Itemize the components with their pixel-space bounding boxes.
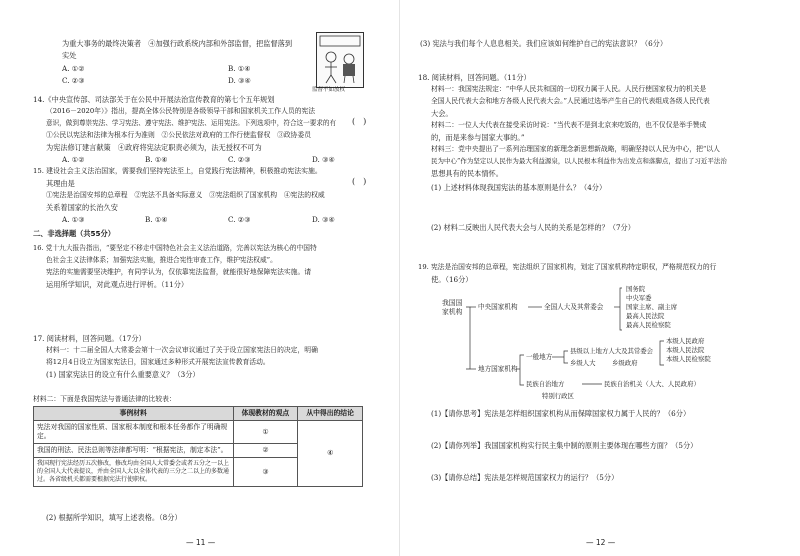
q19-sub3: (3)【请你总结】宪法是怎样规范国家权力的运行？（5分） <box>431 473 619 482</box>
diagram-county-item: 本级人民检察院 <box>666 355 711 363</box>
q14-opt-c: C. ②③ <box>228 155 251 164</box>
q13-opt-a: A. ①② <box>62 64 85 73</box>
q19-line2: 使。（16分） <box>431 275 473 284</box>
q18-material1-c: 大会。 <box>431 109 453 118</box>
q14-line1: 14.《中央宣传部、司法部关于在公民中开展法治宣传教育的第七个五年规划 <box>33 95 275 104</box>
table-cell-example: 我国的刑法、民法总则等法律都写明：“根据宪法，制定本法”。 <box>34 444 234 458</box>
q17-sub3: (3) 宪法与我们每个人息息相关。我们应该如何维护自己的宪法意识？（6分） <box>420 39 668 48</box>
q16-line4: 运用所学知识，对此观点进行评析。（11分） <box>46 280 189 289</box>
q15-opt-a: A. ①③ <box>62 215 85 224</box>
q17-material1-a: 材料一：十二届全国人大常委会第十一次会议审议通过了关于设立国家宪法日的决定，明确 <box>46 346 318 354</box>
q18-material3-a: 材料三：党中央提出了一系列治理国家的新理念新思想新战略，明确坚持以人民为中心，把“以人 <box>431 145 720 153</box>
table-cell-answer-blank[interactable]: ③ <box>233 458 298 487</box>
q14-answer-bracket[interactable]: ( ) <box>352 117 367 126</box>
q17-line1: 17. 阅读材料，回答问题。（17分） <box>33 334 146 343</box>
q16-line2: 色社会主义法律体系；加强宪法实施，推进合宪性审查工作，维护宪法权威”。 <box>46 256 277 264</box>
diagram-central-item: 国家主席、副主席 <box>626 303 678 311</box>
q13-opt-c: C. ②③ <box>62 76 85 85</box>
table-cell-answer-blank[interactable]: ① <box>233 421 298 444</box>
diagram-county-item: 本级人民政府 <box>666 337 705 345</box>
table-header-viewpoint: 体现教材的观点 <box>233 407 298 421</box>
q18-line1: 18. 阅读材料，回答问题。（11分） <box>418 73 531 82</box>
q19-sub2: (2)【请你列举】我国国家机构实行民主集中制的原则主要体现在哪些方面？（5分） <box>431 441 698 450</box>
page-number-right: — 12 — <box>586 538 616 547</box>
q17-sub1: (1) 国家宪法日的设立有什么重要意义？（3分） <box>46 370 200 379</box>
q17-material2: 材料二：下面是我国宪法与普通法律的比较表： <box>33 395 176 403</box>
q16-line3: 宪法的实施需要坚决维护，有同学认为，仅依靠宪法监督，就能很好地保障宪法实施。请 <box>46 268 312 276</box>
page-number-left: — 11 — <box>186 538 216 547</box>
table-cell-example: 我国现行宪法经历五次修改，修改均由全国人大常委会或者五分之一以上的全国人大代表提议，并由全国人大以全体代表的三分之二以上的多数通过。各省级机关都需要根据宪法行使职权。 <box>34 458 234 487</box>
q19-line1: 19. 宪法是治国安邦的总章程，宪法组织了国家机构，划定了国家机构特定职权，严格规范权力的行 <box>418 263 717 271</box>
q18-material2-a: 材料二：一位人大代表在接受采访时说：“当代表不是到北京来吃饭的，也不仅仅是举手赞成 <box>431 121 707 129</box>
q18-sub1: (1) 上述材料体现我国宪法的基本原则是什么？（4分） <box>431 183 607 192</box>
diagram-county-up: 县级以上地方人大及其常委会 <box>570 347 654 355</box>
q15-opt-c: C. ②③ <box>228 215 251 224</box>
diagram-sar: 特别行政区 <box>542 392 574 400</box>
q14-opt-b: B. ①④ <box>145 155 168 164</box>
diagram-central-item: 国务院 <box>626 285 646 293</box>
table-row <box>34 421 363 444</box>
diagram-central: 中央国家机构 <box>478 303 518 311</box>
q18-material2-b: 的，而是来参与国家大事的。” <box>431 133 525 142</box>
q17-sub2: (2) 根据所学知识，填写上述表格。（8分） <box>46 513 182 522</box>
q13-line2: 实处 <box>62 51 77 60</box>
cartoon-image <box>316 32 364 88</box>
q14-line4: ①公民以宪法和法律为根本行为准则 ②公民依法对政府的工作行使监督权 ③政协委员 <box>46 131 312 139</box>
diagram-central-item: 中央军委 <box>626 294 652 302</box>
q16-line1: 16. 党十九大报告指出，“要坚定不移走中国特色社会主义法治道路，完善以宪法为核心的中国特 <box>33 244 317 252</box>
q14-opt-d: D. ③④ <box>312 155 335 164</box>
table-header-example: 事例材料 <box>34 407 234 421</box>
q14-line2: （2016－2020年）》指出，提高全体公民特别是各级领导干部和国家机关工作人员的宪法 <box>46 107 316 115</box>
q18-material3-c: 思想具有的民本情怀。 <box>431 169 503 178</box>
diagram-township: 乡级人大 <box>570 359 596 367</box>
q14-opt-a: A. ①② <box>62 155 85 164</box>
table-header-conclusion: 从中得出的结论 <box>298 407 363 421</box>
diagram-township-gov: 乡级政府 <box>612 359 638 367</box>
table-cell-conclusion-blank[interactable]: ④ <box>298 421 363 487</box>
diagram-local: 地方国家机构 <box>478 365 518 373</box>
q19-sub1: (1)【请你思考】宪法是怎样组织国家机构从而保障国家权力属于人民的？（6分） <box>431 409 691 418</box>
q13-opt-b: B. ①④ <box>228 64 251 73</box>
q15-opt-b: B. ①④ <box>145 215 168 224</box>
diagram-general: 一般地方 <box>526 353 553 361</box>
q17-material1-b: 将12月4日设立为国家宪法日，国家通过多种形式开展宪法宣传教育活动。 <box>46 358 270 366</box>
diagram-npc: 全国人大及其常委会 <box>544 303 604 311</box>
q13-opt-d: D. ③④ <box>228 76 251 85</box>
table-cell-answer-blank[interactable]: ② <box>233 444 298 458</box>
q18-material1-b: 全国人民代表大会和地方各级人民代表大会。”人民通过选举产生自己的代表组成各级人民代表 <box>431 97 710 105</box>
q13-line1: 为重大事务的最终决策者 ④加强行政系统内部和外部监督，把监督落到 <box>62 39 293 48</box>
q15-line4: 关系着国家的长治久安 <box>46 203 118 212</box>
q15-line3: ①宪法是治国安邦的总章程 ②宪法不具备实际意义 ③宪法组织了国家机构 ④宪法的权威 <box>46 191 325 199</box>
q15-answer-bracket[interactable]: ( ) <box>352 177 367 186</box>
q18-material1-a: 材料一：我国宪法规定：“中华人民共和国的一切权力属于人民。人民行使国家权力的机关是 <box>431 85 707 93</box>
q18-material3-b: 民为中心”作为坚定以人民作为最大利益源泉，以人民根本利益作为出发点和落脚点，提出了习近平法治 <box>431 157 727 165</box>
q14-line3: 意识，做到尊崇宪法、学习宪法、遵守宪法、维护宪法、运用宪法。下列选项中，符合这一要求的有 <box>46 119 337 127</box>
cartoon-caption: 监督不如放权 <box>312 87 346 93</box>
comparison-table <box>33 406 363 487</box>
diagram-central-item: 最高人民检察院 <box>626 321 671 329</box>
diagram-central-item: 最高人民法院 <box>626 312 665 320</box>
right-page <box>400 0 800 556</box>
state-organs-diagram <box>442 285 772 405</box>
diagram-autonomous: 民族自治地方 <box>526 380 565 388</box>
diagram-autonomous-organ: 民族自治机关（人大、人民政府） <box>604 380 700 388</box>
section-2-heading: 二、非选择题（共55分） <box>33 229 115 238</box>
q15-opt-d: D. ③④ <box>312 215 335 224</box>
q15-line2: 其理由是 <box>46 179 75 188</box>
q15-line1: 15. 建设社会主义法治国家，需要我们坚持宪法至上，自觉践行宪法精神，积极推动宪法实施。 <box>33 167 322 175</box>
diagram-root: 我国国家机构 <box>442 299 463 316</box>
diagram-county-item: 本级人民法院 <box>666 346 705 354</box>
q14-line5: 为宪法修订建言献策 ④政府将宪法定职责必须为，法无授权不可为 <box>46 143 262 152</box>
table-cell-example: 宪法对我国的国家性质、国家根本制度和根本任务都作了明确规定。 <box>34 421 234 444</box>
q18-sub2: (2) 材料二反映出人民代表大会与人民的关系是怎样的？（7分） <box>431 223 635 232</box>
